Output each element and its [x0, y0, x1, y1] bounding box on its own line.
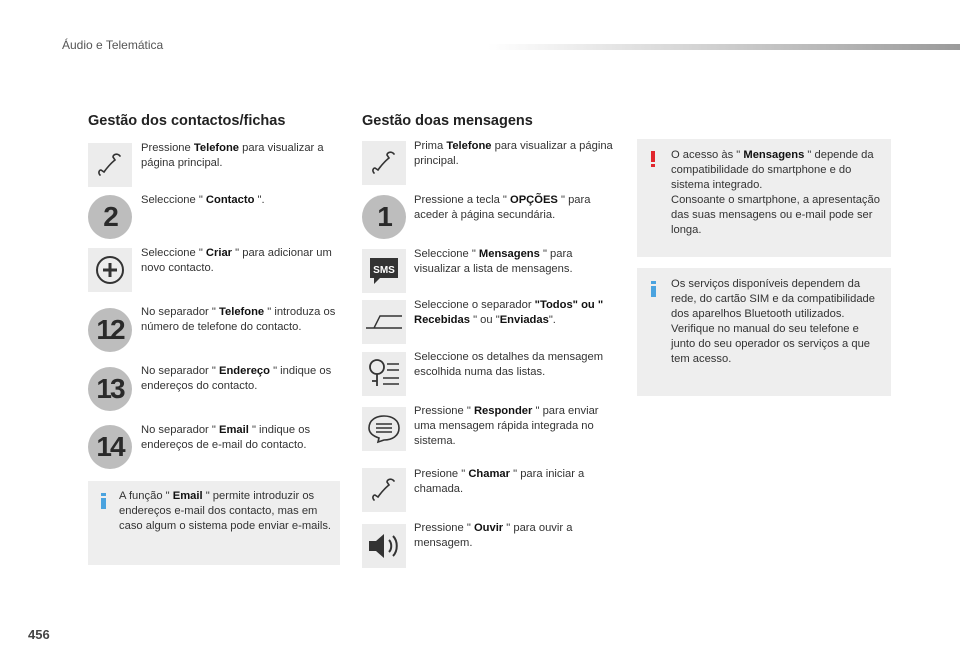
- speaker-icon: [362, 524, 406, 568]
- phone-icon: [362, 141, 406, 185]
- phone-icon: [88, 143, 132, 187]
- contacts-step-1-text: Pressione Telefone para visualizar a página principal.: [141, 142, 324, 169]
- messages-step-8-text: Pressione " Ouvir " para ouvir a mensagem.: [414, 522, 573, 549]
- contacts-step-6-text: No separador " Email " indique os endereços de e-mail do contacto.: [141, 424, 311, 451]
- header-divider: [488, 44, 960, 50]
- sms-icon: [362, 249, 406, 293]
- number-14-icon: 14: [88, 425, 132, 469]
- info-icon: [651, 281, 656, 297]
- number-13-icon: 13: [88, 367, 132, 411]
- number-2-icon: 2: [88, 195, 132, 239]
- messages-section-title: Gestão doas mensagens: [362, 113, 533, 129]
- contacts-step-4-text: No separador " Telefone " introduza os número de telefone do contacto.: [141, 306, 336, 333]
- messages-step-3-text: Seleccione " Mensagens " para visualizar a lista de mensagens.: [414, 248, 573, 275]
- contacts-step-3-text: Seleccione " Criar " para adicionar um novo contacto.: [141, 247, 332, 274]
- phone-icon: [362, 468, 406, 512]
- number-1-icon: 1: [362, 195, 406, 239]
- plus-circle-icon: [88, 248, 132, 292]
- messages-step-2-text: Pressione a tecla " OPÇÕES " para aceder à página secundária.: [414, 194, 591, 221]
- message-details-icon: [362, 352, 406, 396]
- messages-step-4-text: Seleccione o separador "Todos" ou " Recebidas " ou "Enviadas".: [414, 299, 604, 326]
- svg-text:SMS: SMS: [373, 265, 395, 276]
- tab-icon: [362, 300, 406, 344]
- messages-step-1-text: Prima Telefone para visualizar a página principal.: [414, 140, 613, 167]
- header-title: Áudio e Telemática: [62, 38, 164, 52]
- contacts-step-2-text: Seleccione " Contacto ".: [141, 194, 265, 206]
- number-12-icon: 12: [88, 308, 132, 352]
- email-note-text: A função " Email " permite introduzir os endereços e-mail dos contacto, mas em caso algum o sistema pode enviar e-mails.: [119, 490, 332, 532]
- warning-text: O acesso às " Mensagens " depende da compatibilidade do smartphone e do sistema integrado. Consoante o smartphone, a apresentação das suas mensagens ou e-mail pode ser longa.: [671, 149, 880, 236]
- services-info-text: Os serviços disponíveis dependem da rede, do cartão SIM e da compatibilidade dos aparelhos Bluetooth utilizados. Verifique no manual do seu telefone e junto do seu operador os serviços a que tem acesso.: [671, 278, 875, 365]
- reply-icon: [362, 407, 406, 451]
- messages-step-7-text: Presione " Chamar " para iniciar a chamada.: [414, 468, 585, 495]
- warning-icon: [651, 151, 656, 167]
- contacts-step-5-text: No separador " Endereço " indique os endereços do contacto.: [141, 365, 332, 392]
- messages-step-6-text: Pressione " Responder " para enviar uma mensagem rápida integrada no sistema.: [414, 405, 599, 447]
- info-icon: [101, 493, 106, 509]
- contacts-section-title: Gestão dos contactos/fichas: [88, 113, 286, 129]
- page-number: 456: [28, 627, 50, 642]
- messages-step-5-text: Seleccione os detalhes da mensagem escolhida numa das listas.: [414, 351, 604, 378]
